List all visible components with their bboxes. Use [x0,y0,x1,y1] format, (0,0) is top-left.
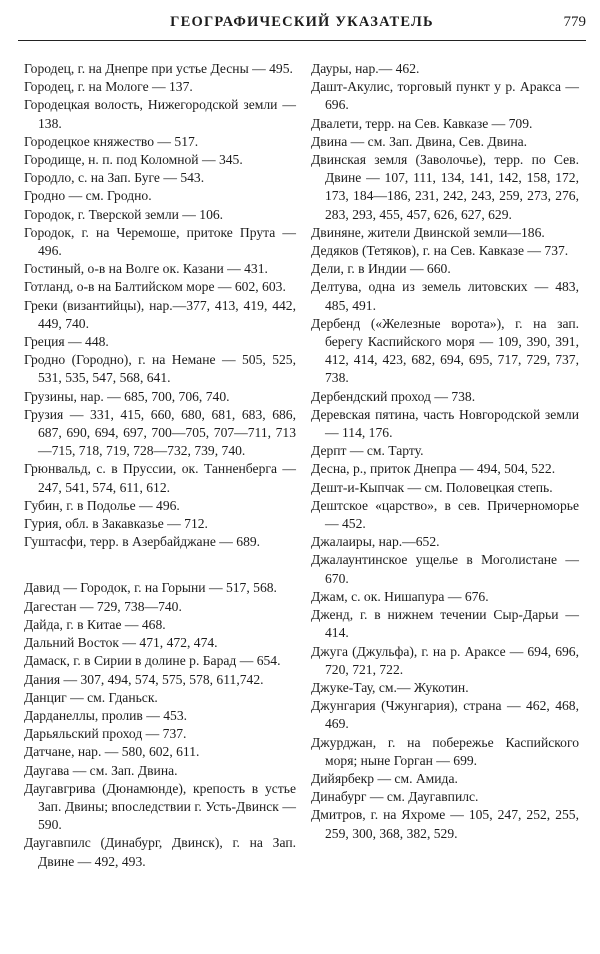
index-entry: Даугава — см. Зап. Двина. [24,762,178,778]
index-entry: Городецкое княжество — 517. [24,133,199,149]
index-entry: Грюнвальд, с. в Пруссии, ок. Танненберга — 247, 541, 574, 611, 612. [24,461,296,495]
letter-section-gap [24,551,296,579]
index-entry: Городок, г. на Черемоше, притоке Прута — 496. [24,224,296,259]
index-entry: Даугавпилс (Динабург, Двинск), г. на Зап. Двине — 492, 493. [24,835,296,869]
index-entry: Дели, г. в Индии — 660. [311,261,451,277]
index-entry: Губин, г. в Подолье — 496. [24,497,180,513]
index-entry: Дарьяльский проход — 737. [24,726,187,742]
index-entry: Дербендский проход — 738. [311,388,476,404]
index-entry: Джурджан, г. на побережье Каспийского моря; ныне Горган — 699. [311,734,579,768]
index-entry: Динабург — см. Даугавпилс. [311,789,479,805]
index-entry: Грузия — 331, 415, 660, 680, 681, 683, 686, 687, 690, 694, 697, 700—705, 707—711, 713—715, 718, 719, 728—732, 739, 740. [24,406,296,459]
index-entry: Гродно — см. Гродно. [24,188,152,204]
page-header [18,14,586,41]
index-entry: Гродно (Городно), г. на Немане — 505, 525, 531, 535, 547, 568, 641. [24,352,296,386]
index-entry: Готланд, о-в на Балтийском море — 602, 603. [24,279,286,295]
index-entry: Гурия, обл. в Закавказье — 712. [24,516,208,532]
left-column [24,60,296,871]
index-entry: Двинская земля (Заволочье), терр. по Сев. Двине — 107, 111, 134, 141, 142, 158, 172, 173, 184—186, 231, 242, 243, 259, 273, 276, 283, 293, 455, 457, 626, 627, 629. [311,152,579,222]
index-entry: Городище, н. п. под Коломной — 345. [24,152,243,168]
index-entry: Джалаиры, нар.—652. [311,534,440,550]
index-entry: Джуке-Тау, см.— Жукотин. [311,679,469,695]
index-entry: Дербенд («Железные ворота»), г. на зап. берегу Каспийского моря — 109, 390, 391, 412, 414, 423, 682, 694, 695, 717, 729, 737, 738. [311,315,579,386]
index-entry: Делтува, одна из земель литовских — 483, 485, 491. [311,279,579,313]
index-entry: Дамаск, г. в Сирии в долине р. Барад — 654. [24,653,281,669]
index-entry: Дауры, нар.— 462. [311,61,420,76]
index-entry: Джам, с. ок. Нишапура — 676. [311,588,489,604]
page-number: 779 [563,14,586,30]
index-entry: Дагестан — 729, 738—740. [24,598,182,614]
index-entry: Джуга (Джульфа), г. на р. Араксе — 694, 696, 720, 721, 722. [311,643,579,677]
index-entry: Дженд, г. в нижнем течении Сыр-Дарьи — 414. [311,607,579,641]
right-column [311,60,579,843]
index-entry: Гуштасфи, терр. в Азербайджане — 689. [24,534,261,550]
index-entry: Дарданеллы, пролив — 453. [24,707,188,723]
index-entry: Городец, г. на Мологе — 137. [24,79,193,95]
index-entry: Городло, с. на Зап. Буге — 543. [24,170,205,186]
running-title: ГЕОГРАФИЧЕСКИЙ УКАЗАТЕЛЬ [170,14,434,30]
index-entry: Греки (византийцы), нар.—377, 413, 419, 442, 449, 740. [24,297,296,331]
index-entry: Даугавгрива (Дюнамюнде), крепость в устье Зап. Двины; впоследствии г. Усть-Двинск — 590. [24,780,296,833]
index-entry: Дийярбекр — см. Амида. [311,770,458,786]
index-entry: Дальний Восток — 471, 472, 474. [24,635,218,651]
index-entry: Данциг — см. Гданьск. [24,689,158,705]
index-entry: Дерпт — см. Тарту. [311,443,424,459]
index-entry: Дания — 307, 494, 574, 575, 578, 611,742. [24,671,264,687]
index-entry: Давид — Городок, г. на Горыни — 517, 568. [24,580,277,596]
index-entry: Джалаунтинское ущелье в Моголистане — 670. [311,552,579,586]
index-entry: Двалети, терр. на Сев. Кавказе — 709. [311,115,533,131]
index-entry: Дашт-Акулис, торговый пункт у р. Аракса — 696. [311,79,579,113]
index-entry: Городецкая волость, Нижегородской земли — 138. [24,97,296,131]
index-entry: Десна, р., приток Днепра — 494, 504, 522. [311,461,556,477]
index-entry: Городок, г. Тверской земли — 106. [24,206,224,222]
index-entry: Дайда, г. в Китае — 468. [24,616,166,632]
index-entry: Грузины, нар. — 685, 700, 706, 740. [24,388,230,404]
index-entry: Городец, г. на Днепре при устье Десны — 495. [24,61,293,76]
index-entry: Гостиный, о-в на Волге ок. Казани — 431. [24,261,268,277]
index-entry: Дмитров, г. на Яхроме — 105, 247, 252, 255, 259, 300, 368, 382, 529. [311,807,579,841]
index-entry: Двина — см. Зап. Двина, Сев. Двина. [311,133,528,149]
index-entry: Дешт-и-Кыпчак — см. Половецкая степь. [311,479,553,495]
index-entry: Дештское «царство», в сев. Причерноморье — 452. [311,497,579,532]
index-entry: Датчане, нар. — 580, 602, 611. [24,744,200,760]
index-entry: Двиняне, жители Двинской земли—186. [311,224,545,240]
index-entry: Греция — 448. [24,334,109,350]
index-entry: Дедяков (Тетяков), г. на Сев. Кавказе — 737. [311,243,569,259]
index-entry: Деревская пятина, часть Новгородской земли — 114, 176. [311,406,579,441]
index-entry: Джунгария (Чжунгария), страна — 462, 468, 469. [311,698,579,732]
